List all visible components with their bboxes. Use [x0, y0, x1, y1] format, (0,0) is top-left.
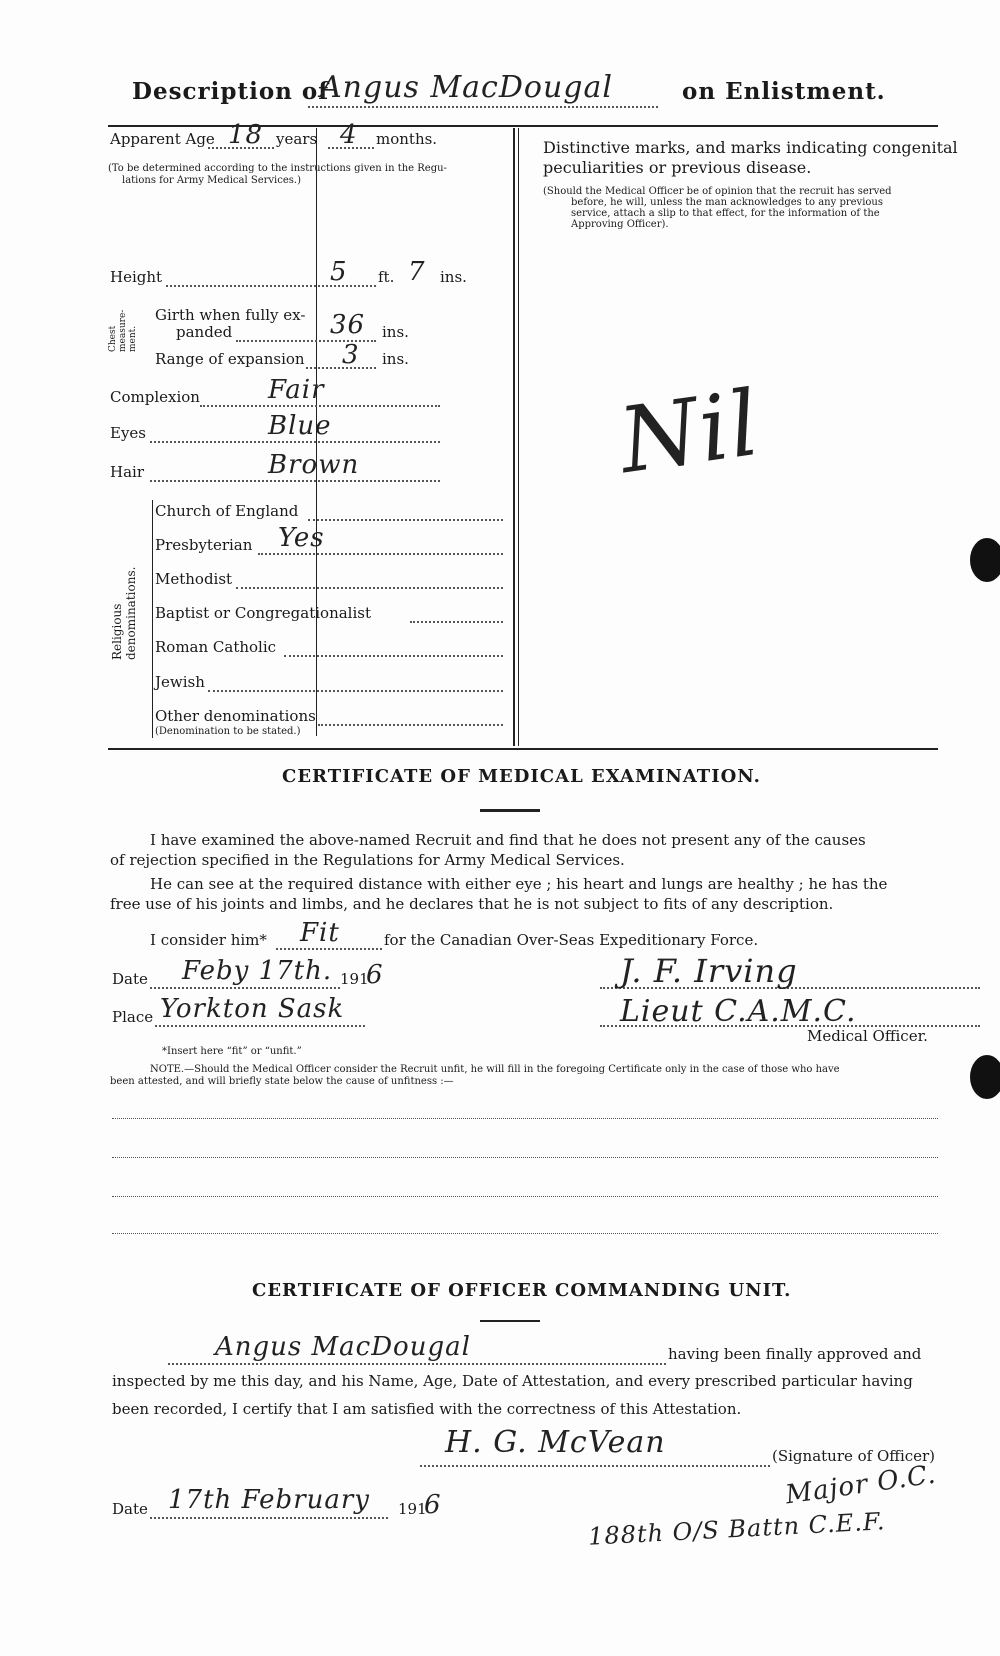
divider — [518, 128, 519, 746]
ins-label: ins. — [440, 268, 467, 286]
blank-line — [112, 1196, 938, 1197]
months-label: months. — [376, 130, 438, 148]
punch-hole — [970, 1055, 1000, 1099]
years-label: years — [276, 130, 318, 148]
title-suffix: on Enlistment. — [682, 78, 886, 105]
commanding-year-prefix: 191 — [398, 1500, 427, 1518]
girth-value: 36 — [330, 310, 366, 340]
hair-label: Hair — [110, 463, 144, 481]
divider — [152, 500, 153, 738]
year-prefix: 191 — [340, 970, 369, 988]
height-ft: 5 — [330, 257, 348, 287]
commanding-rank: Major O.C. — [783, 1459, 939, 1511]
chest-label: Chest measure-ment. — [108, 309, 138, 352]
range-value: 3 — [342, 340, 360, 370]
distinctive-marks-heading-1: Distinctive marks, and marks indicating congenital — [543, 138, 958, 157]
religion-other: Other denominations — [155, 707, 316, 725]
divider — [480, 809, 540, 812]
age-months: 4 — [340, 120, 358, 150]
age-years: 18 — [228, 120, 264, 150]
religion-methodist: Methodist — [155, 570, 233, 588]
punch-hole — [970, 538, 1000, 582]
complexion-value: Fair — [268, 375, 325, 405]
denomination-note: (Denomination to be stated.) — [155, 726, 301, 737]
ins-label: ins. — [382, 323, 409, 341]
range-label: Range of expansion — [155, 350, 305, 368]
approved-text: having been finally approved and — [668, 1345, 922, 1363]
divider — [108, 748, 938, 750]
height-in: 7 — [408, 257, 426, 287]
distinctive-marks-heading-2: peculiarities or previous disease. — [543, 158, 812, 177]
blank-line — [112, 1233, 938, 1234]
age-note-2: lations for Army Medical Services.) — [122, 175, 301, 186]
medical-heading: CERTIFICATE OF MEDICAL EXAMINATION. — [282, 766, 761, 787]
religion-label: Religious denominations. — [110, 566, 138, 660]
marks-note-1: (Should the Medical Officer be of opinion that the recruit has served — [543, 186, 892, 197]
medical-para1-1: I have examined the above-named Recruit and find that he does not present any of the causes — [150, 831, 866, 849]
ft-label: ft. — [378, 268, 395, 286]
commanding-date-label: Date — [112, 1500, 148, 1518]
marks-note-4: Approving Officer). — [571, 219, 669, 230]
religion-jewish: Jewish — [155, 673, 205, 691]
age-note-1: (To be determined according to the instructions given in the Regu- — [108, 163, 447, 174]
blank-line — [112, 1118, 938, 1119]
date-label: Date — [112, 970, 148, 988]
presbyterian-value: Yes — [278, 523, 325, 553]
recorded-text: been recorded, I certify that I am satisfied with the correctness of this Attestation. — [112, 1400, 742, 1418]
hair-value: Brown — [268, 450, 360, 480]
note-2: been attested, and will briefly state below the cause of unfitness :— — [110, 1076, 454, 1087]
religion-church-of-england: Church of England — [155, 502, 299, 520]
marks-note-3: service, attach a slip to that effect, for the information of the — [571, 208, 880, 219]
medical-para2-2: free use of his joints and limbs, and he declares that he is not subject to fits of any description. — [110, 895, 834, 913]
note-1: NOTE.—Should the Medical Officer consider the Recruit unfit, he will fill in the foregoing Certificate only in the case of those who have — [150, 1064, 840, 1075]
girth-label-1: Girth when fully ex- — [155, 306, 306, 324]
unit-stamp: 188th O/S Battn C.E.F. — [587, 1507, 887, 1551]
divider — [513, 128, 515, 746]
marks-value: Nil — [613, 370, 766, 495]
medical-date: Feby 17th. — [182, 956, 333, 986]
year-value: 6 — [366, 960, 384, 990]
blank-line — [112, 1157, 938, 1158]
commanding-heading: CERTIFICATE OF OFFICER COMMANDING UNIT. — [252, 1280, 792, 1301]
marks-note-2: before, he will, unless the man acknowledges to any previous — [571, 197, 883, 208]
religion-roman-catholic: Roman Catholic — [155, 638, 277, 656]
signature-label: (Signature of Officer) — [772, 1447, 936, 1465]
divider — [480, 1320, 540, 1322]
medical-para2-1: He can see at the required distance with either eye ; his heart and lungs are healthy ; he has the — [150, 875, 888, 893]
consider-suffix: for the Canadian Over-Seas Expeditionary Force. — [384, 931, 759, 949]
religion-presbyterian: Presbyterian — [155, 536, 253, 554]
girth-label-2: panded — [176, 323, 233, 341]
eyes-label: Eyes — [110, 424, 146, 442]
medical-officer-signature: J. F. Irving — [620, 952, 798, 990]
eyes-value: Blue — [268, 411, 332, 441]
title-prefix: Description of — [132, 78, 330, 105]
medical-officer-label: Medical Officer. — [807, 1027, 928, 1045]
commanding-recruit-name: Angus MacDougal — [215, 1332, 471, 1362]
age-label: Apparent Age — [110, 130, 215, 148]
medical-officer-rank: Lieut C.A.M.C. — [620, 994, 857, 1029]
complexion-label: Complexion — [110, 388, 200, 406]
place-value: Yorkton Sask — [160, 994, 345, 1024]
religion-baptist: Baptist or Congregationalist — [155, 604, 371, 622]
consider-prefix: I consider him* — [150, 931, 267, 949]
inspected-text: inspected by me this day, and his Name, Age, Date of Attestation, and every prescribed particular having — [112, 1372, 913, 1390]
ins-label: ins. — [382, 350, 409, 368]
commanding-year-value: 6 — [424, 1490, 442, 1520]
height-label: Height — [110, 268, 163, 286]
recruit-name: Angus MacDougal — [320, 70, 613, 105]
insert-note: *Insert here “fit” or “unfit.” — [162, 1046, 302, 1057]
place-label: Place — [112, 1008, 154, 1026]
commanding-date: 17th February — [168, 1485, 370, 1515]
medical-para1-2: of rejection specified in the Regulations for Army Medical Services. — [110, 851, 625, 869]
commanding-signature: H. G. McVean — [445, 1425, 666, 1460]
fitness-value: Fit — [300, 918, 340, 948]
